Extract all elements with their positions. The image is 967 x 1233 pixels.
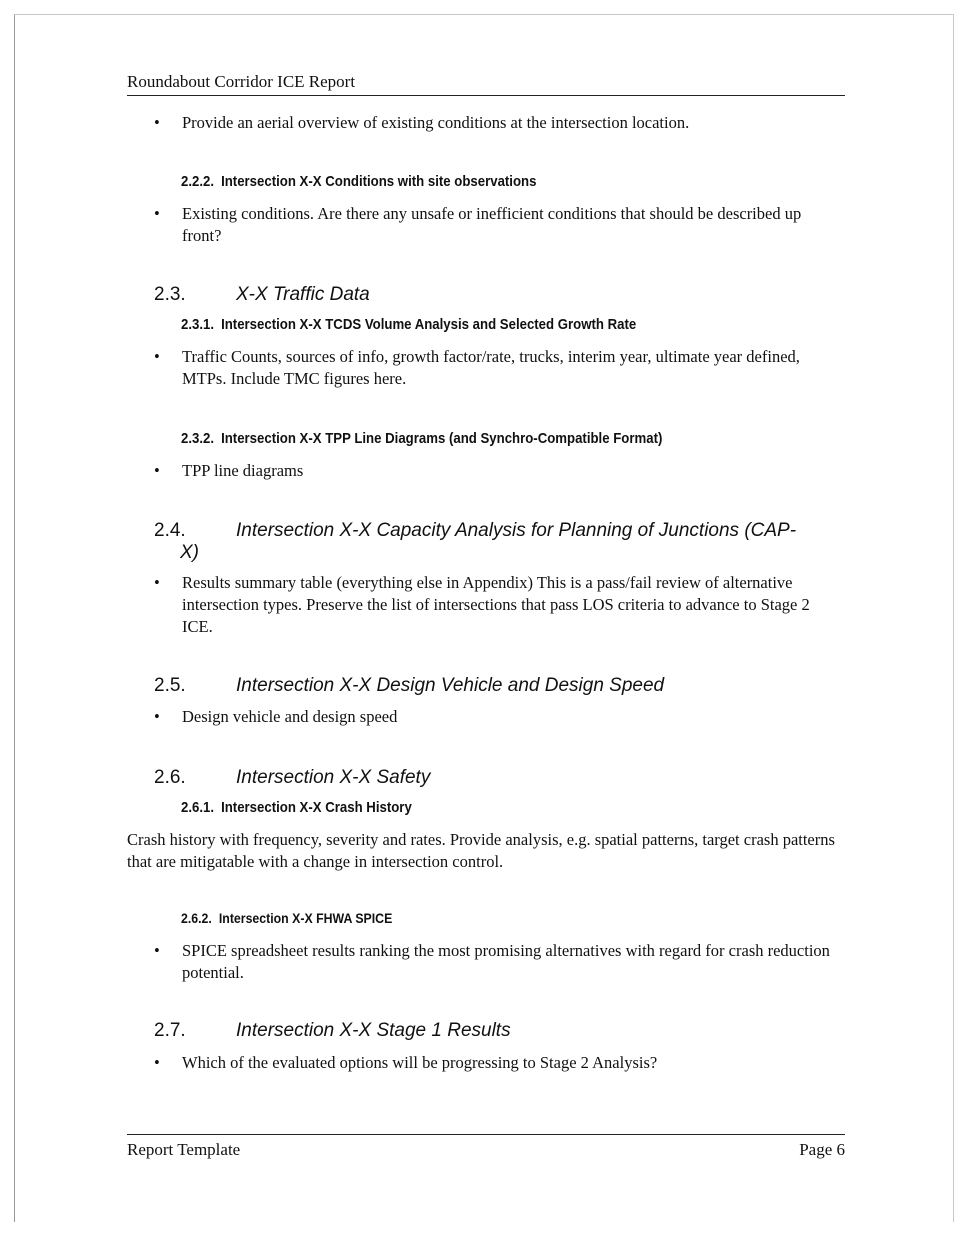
heading-title: Intersection X-X Crash History	[221, 799, 412, 816]
heading-2-3-1	[181, 316, 636, 333]
heading-number: 2.6.1.	[181, 799, 215, 816]
bullet-text: Existing conditions. Are there any unsafe or inefficient conditions that should be described up front?	[182, 204, 802, 245]
bullet-marker: •	[154, 941, 160, 960]
bullet-marker: •	[154, 1053, 160, 1072]
bullet-text: Provide an aerial overview of existing conditions at the intersection location.	[182, 113, 690, 132]
bullet-marker: •	[154, 347, 160, 366]
bullet-marker: •	[154, 461, 160, 480]
heading-title: Intersection X-X TPP Line Diagrams (and Synchro-Compatible Format)	[221, 430, 663, 447]
heading-number: 2.7.	[154, 1020, 186, 1041]
page-number: Page 6	[799, 1140, 845, 1159]
bullet-text: Traffic Counts, sources of info, growth factor/rate, trucks, interim year, ultimate year defined, MTPs. Include TMC figures here.	[182, 347, 800, 388]
heading-number: 2.3.1.	[181, 316, 215, 333]
bullet-text: Design vehicle and design speed	[182, 707, 398, 726]
heading-number: 2.6.2.	[181, 910, 212, 926]
heading-2-2-2	[181, 173, 536, 190]
paragraph-text: Crash history with frequency, severity and rates. Provide analysis, e.g. spatial patterns, target crash patterns that are mitigatable with a change in intersection control.	[127, 830, 835, 871]
bullet-text: TPP line diagrams	[182, 461, 304, 480]
heading-title: Intersection X-X TCDS Volume Analysis and Selected Growth Rate	[221, 316, 637, 333]
bullet-text: SPICE spreadsheet results ranking the most promising alternatives with regard for crash reduction potential.	[182, 941, 830, 982]
heading-number: 2.4.	[154, 520, 186, 541]
header-title: Roundabout Corridor ICE Report	[127, 72, 356, 91]
bullet-marker: •	[154, 707, 160, 726]
paragraph-crash	[127, 829, 845, 873]
heading-number: 2.5.	[154, 675, 186, 696]
footer-left: Report Template	[127, 1140, 241, 1159]
heading-2-4-cont	[180, 542, 280, 564]
page-header	[127, 72, 845, 96]
heading-2-6-2	[181, 910, 392, 926]
bullet-text: Which of the evaluated options will be progressing to Stage 2 Analysis?	[182, 1053, 658, 1072]
heading-title: Intersection X-X Stage 1 Results	[236, 1020, 511, 1041]
heading-title-line1: Intersection X-X Capacity Analysis for Planning of Junctions (CAP-	[236, 520, 797, 541]
heading-title: Intersection X-X Design Vehicle and Design Speed	[236, 675, 665, 696]
heading-number: 2.3.	[154, 284, 186, 305]
heading-2-6-1	[181, 799, 412, 816]
heading-title: X-X Traffic Data	[236, 284, 370, 305]
heading-title: Intersection X-X Safety	[236, 767, 431, 788]
bullet-text: Results summary table (everything else in Appendix) This is a pass/fail review of alternative intersection types. Preserve the list of intersections that pass LOS criteria to advance to Stage 2 ICE.	[182, 573, 810, 636]
heading-title: Intersection X-X FHWA SPICE	[218, 910, 393, 926]
heading-2-3-2	[181, 430, 662, 447]
heading-title: Intersection X-X Conditions with site observations	[221, 173, 537, 190]
heading-number: 2.3.2.	[181, 430, 215, 447]
heading-number: 2.2.2.	[181, 173, 215, 190]
heading-title-line2: X)	[180, 542, 199, 563]
bullet-marker: •	[154, 113, 160, 132]
bullet-marker: •	[154, 204, 160, 223]
bullet-marker: •	[154, 573, 160, 592]
heading-number: 2.6.	[154, 767, 186, 788]
page-footer	[127, 1134, 845, 1160]
